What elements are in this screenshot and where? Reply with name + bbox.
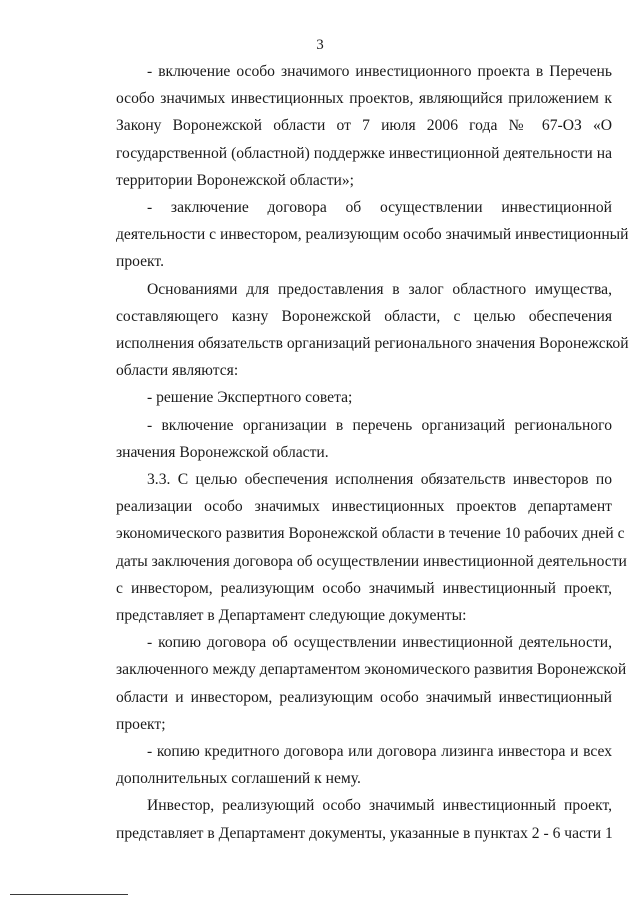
text-line: проект; [116,715,166,733]
text-line: - решение Экспертного совета; [147,389,353,407]
text-line: области и инвестором, реализующим особо значимый инвестиционный [116,688,612,706]
text-line: экономического развития Воронежской области в течение 10 рабочих дней с [116,525,625,543]
text-line: Основаниями для предоставления в залог областного имущества, [147,280,612,298]
text-line: 3.3. С целью обеспечения исполнения обязательств инвесторов по [147,471,612,489]
text-line: - включение особо значимого инвестиционного проекта в Перечень [147,63,612,80]
document-body [116,58,629,847]
text-line: Инвестор, реализующий особо значимый инвестиционный проект, [147,797,612,815]
text-line: Закону Воронежской области от 7 июля 2006 года № 67-ОЗ «О [116,117,612,135]
text-line: исполнения обязательств организаций регионального значения Воронежской [116,335,629,353]
text-line: даты заключения договора об осуществлении инвестиционной деятельности [116,552,627,570]
text-line: реализации особо значимых инвестиционных проектов департамент [116,498,612,516]
text-line: представляет в Департамент следующие документы: [116,607,467,625]
text-line: государственной (областной) поддержке инвестиционной деятельности на [116,144,612,162]
paragraph [116,412,612,466]
paragraph [116,384,612,411]
text-line: с инвестором, реализующим особо значимый инвестиционный проект, [116,579,612,597]
paragraph [116,276,629,385]
text-line: особо значимых инвестиционных проектов, являющийся приложением к [116,90,612,108]
page-number: 3 [316,37,324,53]
text-line: составляющего казну Воронежской области, с целью обеспечения [116,307,612,325]
text-line: деятельности с инвестором, реализующим особо значимый инвестиционный [116,226,629,244]
paragraph [116,194,629,276]
text-line: дополнительных соглашений к нему. [116,770,361,788]
footer-divider [10,894,128,895]
text-line: - копию кредитного договора или договора лизинга инвестора и всех [147,743,612,761]
text-line: - включение организации в перечень организаций регионального [147,416,612,434]
paragraph [116,629,627,738]
text-line: - заключение договора об осуществлении инвестиционной [147,199,612,217]
text-line: проект. [116,253,164,271]
paragraph [116,738,612,792]
text-line: области являются: [116,362,239,380]
paragraph [116,792,612,846]
text-line: - копию договора об осуществлении инвестиционной деятельности, [147,634,612,652]
paragraph [116,58,612,194]
text-line: территории Воронежской области»; [116,171,355,189]
paragraph [116,466,627,629]
text-line: заключенного между департаментом экономического развития Воронежской [116,661,627,679]
text-line: значения Воронежской области. [116,443,329,461]
text-line: представляет в Департамент документы, указанные в пунктах 2 - 6 части 1 [116,824,613,842]
